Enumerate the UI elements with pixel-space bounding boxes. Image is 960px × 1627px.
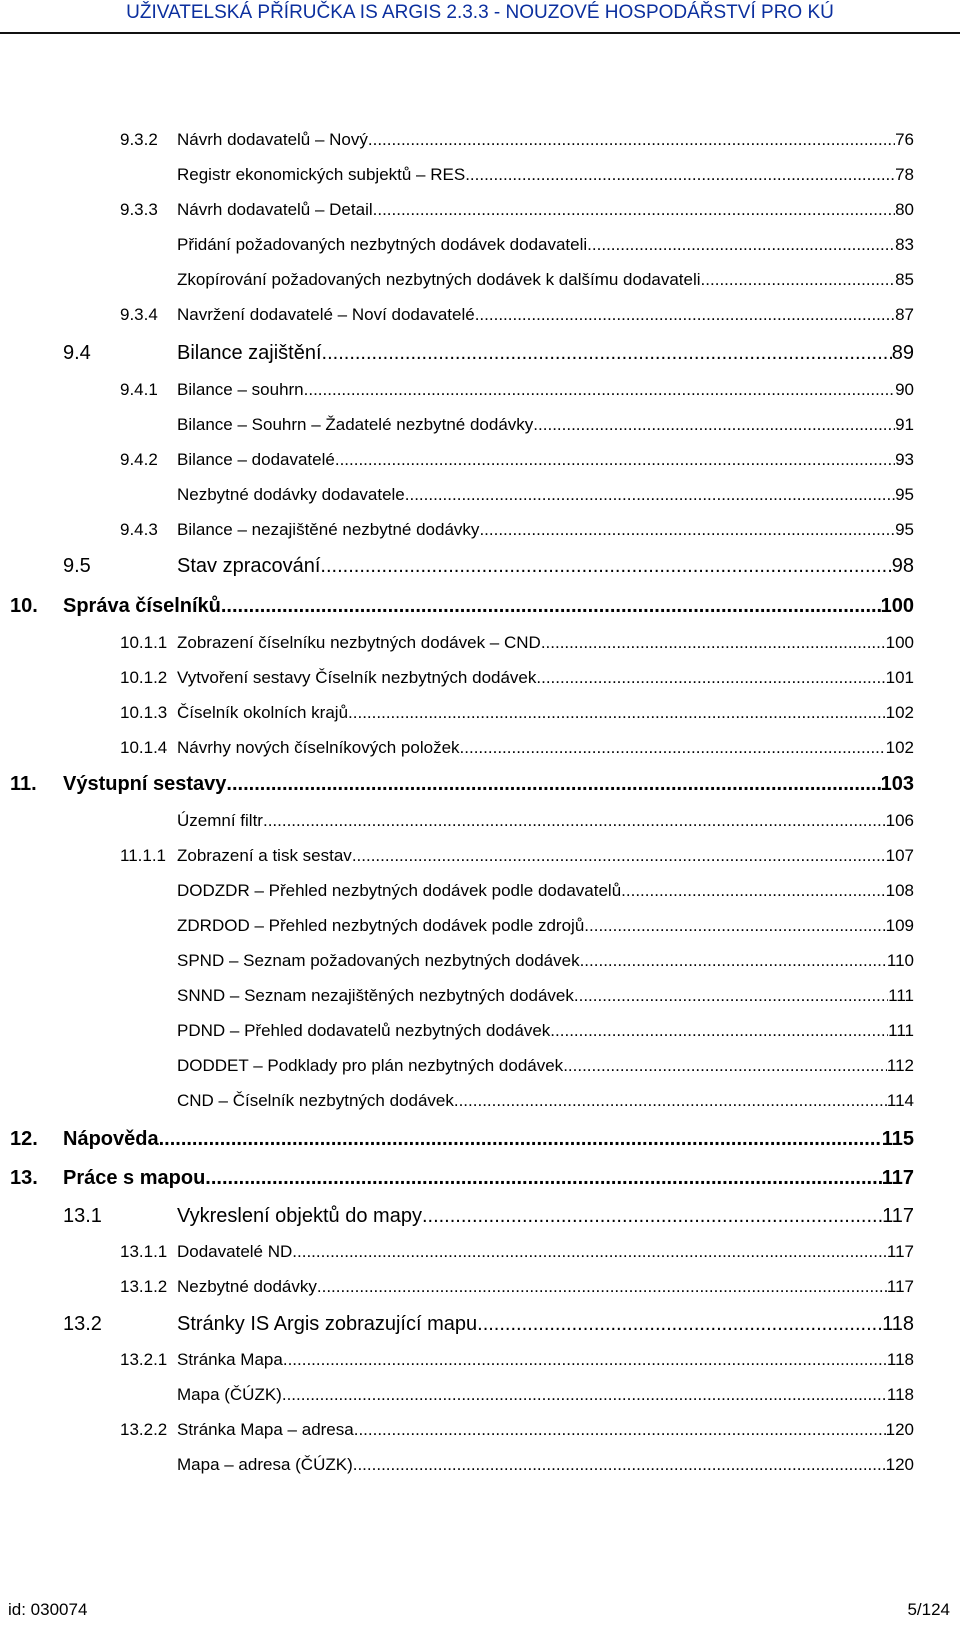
toc-entry-number: 10.1.2	[120, 668, 168, 687]
toc-entry[interactable]	[0, 1239, 960, 1265]
toc-entry[interactable]	[0, 1274, 960, 1300]
toc-page-number: 85	[895, 270, 914, 289]
toc-entry[interactable]	[0, 913, 960, 939]
toc-entry-number: 12.	[10, 1128, 38, 1150]
toc-entry[interactable]	[0, 1311, 960, 1337]
toc-page-number: 115	[881, 1128, 914, 1150]
toc-entry[interactable]	[0, 1347, 960, 1373]
toc-entry[interactable]	[0, 843, 960, 869]
toc-entry[interactable]	[0, 983, 960, 1009]
toc-entry-title: Stránka Mapa	[177, 1350, 283, 1369]
toc-page-number: 117	[881, 1167, 914, 1189]
toc-entry-number: 9.4	[63, 342, 91, 364]
toc-page-number: 91	[895, 415, 914, 434]
toc-entry[interactable]	[0, 700, 960, 726]
toc-page-number: 76	[895, 130, 914, 149]
toc-entry-title: Bilance – Souhrn – Žadatelé nezbytné dodávky	[177, 415, 534, 434]
toc-entry-line	[177, 843, 914, 869]
toc-dot-leader	[580, 948, 887, 974]
toc-entry-line	[177, 983, 914, 1009]
toc-entry[interactable]	[0, 1053, 960, 1079]
toc-dot-leader	[587, 232, 895, 258]
toc-entry-number: 11.	[10, 773, 37, 795]
toc-entry-line	[177, 1018, 914, 1044]
toc-entry-line	[177, 913, 914, 939]
page-counter: 5/124	[907, 1600, 950, 1619]
toc-entry[interactable]	[0, 517, 960, 543]
toc-entry-line	[177, 1274, 914, 1300]
toc-dot-leader	[205, 1165, 881, 1191]
toc-page-number: 95	[895, 520, 914, 539]
toc-entry[interactable]	[0, 1126, 960, 1152]
toc-entry-title: Bilance – souhrn	[177, 380, 304, 399]
toc-entry-number: 9.3.2	[120, 130, 158, 149]
toc-entry[interactable]	[0, 665, 960, 691]
toc-entry-line	[177, 1088, 914, 1114]
toc-dot-leader	[368, 127, 895, 153]
toc-entry-line	[177, 665, 914, 691]
toc-entry-title: Stránky IS Argis zobrazující mapu	[177, 1313, 478, 1335]
toc-dot-leader	[536, 665, 885, 691]
toc-entry[interactable]	[0, 948, 960, 974]
toc-entry-title: Mapa (ČÚZK)	[177, 1385, 282, 1404]
toc-entry[interactable]	[0, 593, 960, 619]
toc-page-number: 103	[880, 773, 914, 795]
toc-entry-line	[177, 808, 914, 834]
toc-entry-number: 9.5	[63, 555, 91, 577]
toc-entry-line	[177, 412, 914, 438]
toc-dot-leader	[477, 1311, 882, 1337]
toc-dot-leader	[701, 267, 896, 293]
toc-entry-line	[177, 1417, 914, 1443]
toc-page-number: 112	[886, 1056, 914, 1075]
toc-entry-line	[177, 630, 914, 656]
toc-entry-title: Správa číselníků	[63, 595, 221, 617]
toc-entry-title: PDND – Přehled dodavatelů nezbytných dodávek	[177, 1021, 551, 1040]
toc-entry-title: Navržení dodavatelé – Noví dodavatelé	[177, 305, 475, 324]
toc-entry-title: Nápověda	[63, 1128, 159, 1150]
toc-page-number: 102	[885, 703, 914, 722]
toc-entry-line	[177, 447, 914, 473]
toc-dot-leader	[283, 1347, 887, 1373]
toc-dot-leader	[454, 1088, 887, 1114]
toc-entry[interactable]	[0, 1382, 960, 1408]
toc-entry-title: Vytvoření sestavy Číselník nezbytných dodávek	[177, 668, 537, 687]
toc-entry-line	[177, 340, 914, 366]
toc-entry[interactable]	[0, 162, 960, 188]
toc-page-number: 111	[888, 986, 914, 1005]
toc-page-number: 100	[880, 595, 914, 617]
toc-entry-number: 10.1.1	[120, 633, 168, 652]
toc-entry-line	[177, 948, 914, 974]
toc-page-number: 98	[891, 555, 914, 577]
toc-dot-leader	[354, 1417, 886, 1443]
toc-entry-line	[177, 1203, 914, 1229]
toc-entry-title: SNND – Seznam nezajištěných nezbytných dodávek	[177, 986, 574, 1005]
toc-page-number: 102	[885, 738, 914, 757]
toc-entry[interactable]	[0, 197, 960, 223]
toc-dot-leader	[460, 735, 886, 761]
toc-dot-leader	[159, 1126, 882, 1152]
toc-page-number: 78	[895, 165, 914, 184]
toc-entry-title: Nezbytné dodávky dodavatele	[177, 485, 405, 504]
toc-entry-title: Bilance – nezajištěné nezbytné dodávky	[177, 520, 480, 539]
toc-entry-line	[63, 771, 914, 797]
toc-dot-leader	[475, 302, 895, 328]
toc-entry-line	[177, 127, 914, 153]
toc-entry-number: 13.2.2	[120, 1420, 168, 1439]
toc-dot-leader	[322, 340, 892, 366]
toc-entry-line	[177, 302, 914, 328]
toc-dot-leader	[353, 1452, 886, 1478]
toc-entry[interactable]	[0, 127, 960, 153]
toc-dot-leader	[335, 447, 895, 473]
toc-entry-number: 13.	[10, 1167, 38, 1189]
toc-entry-title: SPND – Seznam požadovaných nezbytných dodávek	[177, 951, 580, 970]
toc-entry[interactable]	[0, 1203, 960, 1229]
toc-dot-leader	[422, 1203, 882, 1229]
toc-entry-title: Návrh dodavatelů – Nový	[177, 130, 368, 149]
toc-entry-title: DODZDR – Přehled nezbytných dodávek podle dodavatelů	[177, 881, 622, 900]
toc-page-number: 117	[886, 1242, 914, 1261]
toc-entry-line	[177, 700, 914, 726]
toc-entry-title: Mapa – adresa (ČÚZK)	[177, 1455, 353, 1474]
toc-dot-leader	[348, 700, 886, 726]
toc-entry[interactable]	[0, 630, 960, 656]
toc-page-number: 87	[895, 305, 914, 324]
toc-entry-title: Nezbytné dodávky	[177, 1277, 317, 1296]
toc-entry-number: 9.3.3	[120, 200, 158, 219]
toc-entry[interactable]	[0, 412, 960, 438]
toc-dot-leader	[405, 482, 895, 508]
toc-entry-title: Zkopírování požadovaných nezbytných dodávek k dalšímu dodavateli	[177, 270, 701, 289]
toc-entry-number: 9.4.3	[120, 520, 158, 539]
toc-entry[interactable]	[0, 553, 960, 579]
toc-entry[interactable]	[0, 1417, 960, 1443]
toc-entry[interactable]	[0, 267, 960, 293]
toc-entry-number: 13.2	[63, 1313, 102, 1335]
toc-entry-title: Číselník okolních krajů	[177, 703, 349, 722]
toc-page-number: 107	[885, 846, 914, 865]
toc-dot-leader	[541, 630, 886, 656]
toc-entry-title: CND – Číselník nezbytných dodávek	[177, 1091, 454, 1110]
toc-entry-title: Bilance – dodavatelé	[177, 450, 335, 469]
toc-entry-line	[177, 517, 914, 543]
toc-entry-number: 13.1.1	[120, 1242, 168, 1261]
toc-entry-number: 13.1	[63, 1205, 102, 1227]
toc-dot-leader	[304, 377, 895, 403]
toc-page-number: 83	[895, 235, 914, 254]
toc-entry-title: Zobrazení číselníku nezbytných dodávek – CND	[177, 633, 541, 652]
toc-entry-title: Stránka Mapa – adresa	[177, 1420, 354, 1439]
toc-entry-title: Stav zpracování	[177, 555, 321, 577]
toc-entry-line	[177, 1382, 914, 1408]
toc-dot-leader	[221, 593, 881, 619]
toc-dot-leader	[574, 983, 888, 1009]
toc-dot-leader	[292, 1239, 887, 1265]
toc-entry-line	[177, 162, 914, 188]
toc-entry-line	[177, 482, 914, 508]
toc-page-number: 80	[895, 200, 914, 219]
toc-entry-number: 10.1.3	[120, 703, 168, 722]
toc-entry-line	[177, 553, 914, 579]
toc-entry-title: Návrhy nových číselníkových položek	[177, 738, 460, 757]
toc-entry[interactable]	[0, 1088, 960, 1114]
toc-page-number: 100	[885, 633, 914, 652]
toc-page-number: 95	[895, 485, 914, 504]
toc-entry[interactable]	[0, 1165, 960, 1191]
toc-entry-line	[177, 1239, 914, 1265]
toc-entry[interactable]	[0, 377, 960, 403]
toc-entry-line	[63, 593, 914, 619]
toc-page-number: 118	[886, 1350, 914, 1369]
toc-dot-leader	[465, 162, 895, 188]
toc-entry[interactable]	[0, 302, 960, 328]
toc-dot-leader	[550, 1018, 888, 1044]
toc-entry-line	[177, 377, 914, 403]
toc-entry-title: Vykreslení objektů do mapy	[177, 1205, 422, 1227]
document-id: id: 030074	[8, 1600, 88, 1619]
toc-entry-title: Registr ekonomických subjektů – RES	[177, 165, 466, 184]
toc-dot-leader	[226, 771, 880, 797]
toc-entry[interactable]	[0, 447, 960, 473]
toc-entry[interactable]	[0, 482, 960, 508]
toc-dot-leader	[320, 553, 891, 579]
toc-entry[interactable]	[0, 771, 960, 797]
toc-dot-leader	[352, 843, 886, 869]
toc-dot-leader	[584, 913, 885, 939]
toc-dot-leader	[533, 412, 895, 438]
toc-page-number: 101	[885, 668, 914, 687]
toc-entry-number: 9.4.2	[120, 450, 158, 469]
toc-page-number: 118	[882, 1313, 914, 1335]
toc-page-number: 93	[895, 450, 914, 469]
toc-page-number: 106	[885, 811, 914, 830]
toc-page-number: 108	[885, 881, 914, 900]
toc-page-number: 109	[885, 916, 914, 935]
toc-page-number: 90	[895, 380, 914, 399]
toc-page-number: 120	[885, 1455, 914, 1474]
toc-dot-leader	[317, 1274, 887, 1300]
toc-entry-line	[63, 1126, 914, 1152]
toc-entry-title: Návrh dodavatelů – Detail	[177, 200, 373, 219]
toc-entry[interactable]	[0, 1018, 960, 1044]
toc-entry[interactable]	[0, 808, 960, 834]
toc-entry-number: 11.1.1	[120, 846, 167, 865]
toc-dot-leader	[373, 197, 895, 223]
toc-entry[interactable]	[0, 1452, 960, 1478]
toc-entry-line	[177, 735, 914, 761]
toc-entry-title: Výstupní sestavy	[63, 773, 227, 795]
toc-entry-line	[177, 232, 914, 258]
toc-entry[interactable]	[0, 735, 960, 761]
toc-entry-line	[177, 1347, 914, 1373]
toc-entry[interactable]	[0, 232, 960, 258]
toc-entry-title: Zobrazení a tisk sestav	[177, 846, 352, 865]
toc-entry-title: Dodavatelé ND	[177, 1242, 293, 1261]
toc-dot-leader	[479, 517, 895, 543]
toc-entry-number: 9.4.1	[120, 380, 158, 399]
toc-entry-title: Práce s mapou	[63, 1167, 206, 1189]
toc-dot-leader	[263, 808, 886, 834]
toc-entry-title: Přidání požadovaných nezbytných dodávek dodavateli	[177, 235, 588, 254]
toc-entry-line	[177, 1452, 914, 1478]
toc-entry-line	[63, 1165, 914, 1191]
toc-dot-leader	[621, 878, 885, 904]
toc-page-number: 111	[888, 1021, 914, 1040]
toc-entry-title: DODDET – Podklady pro plán nezbytných dodávek	[177, 1056, 564, 1075]
toc-entry[interactable]	[0, 878, 960, 904]
toc-entry-number: 10.	[10, 595, 38, 617]
toc-page-number: 89	[891, 342, 914, 364]
toc-page-number: 120	[885, 1420, 914, 1439]
toc-page-number: 114	[886, 1091, 914, 1110]
toc-page-number: 117	[882, 1205, 914, 1227]
toc-page-number: 118	[886, 1385, 914, 1404]
toc-entry-number: 13.1.2	[120, 1277, 168, 1296]
toc-dot-leader	[563, 1053, 887, 1079]
document-header-title: UŽIVATELSKÁ PŘÍRUČKA IS ARGIS 2.3.3 - NOUZOVÉ HOSPODÁŘSTVÍ PRO KÚ	[126, 2, 834, 23]
toc-entry-title: ZDRDOD – Přehled nezbytných dodávek podle zdrojů	[177, 916, 585, 935]
toc-entry-line	[177, 1311, 914, 1337]
toc-page-number: 117	[886, 1277, 914, 1296]
toc-entry-title: Bilance zajištění	[177, 342, 322, 364]
toc-entry-line	[177, 878, 914, 904]
toc-dot-leader	[282, 1382, 887, 1408]
toc-entry-line	[177, 1053, 914, 1079]
toc-entry-title: Územní filtr	[177, 811, 263, 830]
toc-entry[interactable]	[0, 340, 960, 366]
toc-entry-number: 13.2.1	[120, 1350, 168, 1369]
toc-entry-line	[177, 197, 914, 223]
toc-entry-line	[177, 267, 914, 293]
toc-entry-number: 9.3.4	[120, 305, 158, 324]
toc-entry-number: 10.1.4	[120, 738, 168, 757]
toc-page-number: 110	[886, 951, 914, 970]
